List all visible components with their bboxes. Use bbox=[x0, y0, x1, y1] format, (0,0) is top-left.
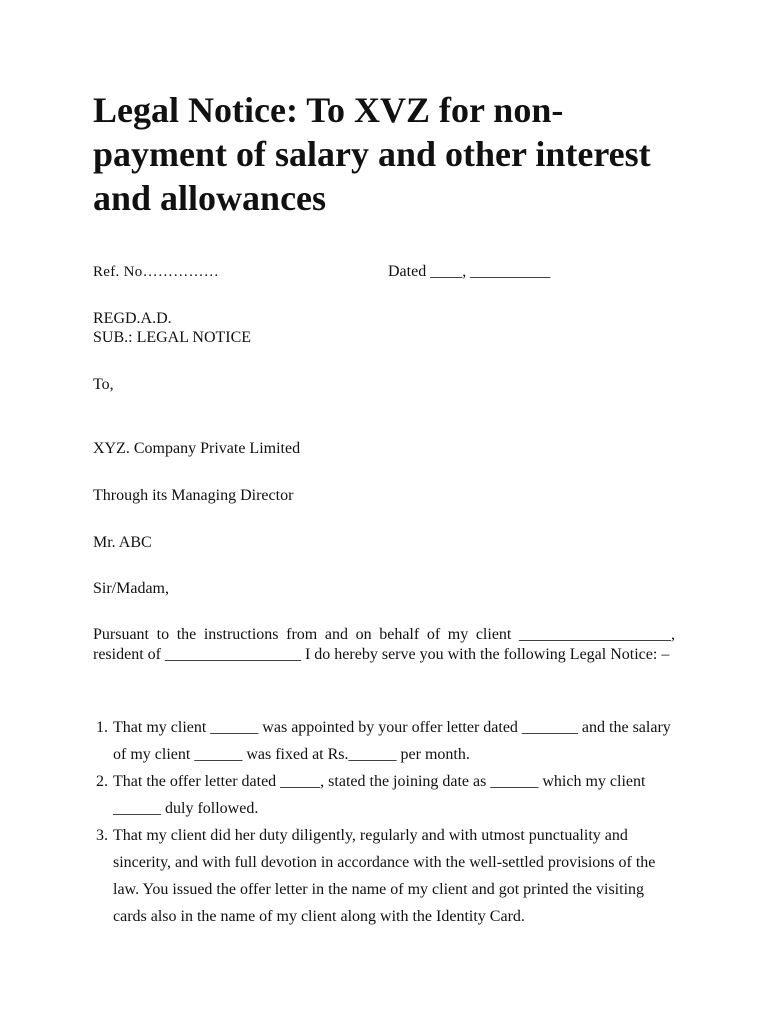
list-item-number: 3. bbox=[96, 827, 108, 844]
reference-number: Ref. No…………… bbox=[93, 264, 220, 280]
intro-paragraph: Pursuant to the instructions from and on behalf of my client ___________________, resident of _________________ I do hereby serve you with the following Legal Notice: – bbox=[93, 626, 675, 663]
list-item bbox=[93, 768, 675, 822]
list-item-number: 2. bbox=[96, 773, 108, 790]
list-item bbox=[93, 822, 675, 930]
document-title: Legal Notice: To XVZ for non-payment of salary and other interest and allowances bbox=[93, 90, 651, 218]
subject-line: SUB.: LEGAL NOTICE bbox=[93, 329, 252, 346]
registered-ad-line: REGD.A.D. bbox=[93, 310, 172, 327]
notice-points-list bbox=[93, 714, 675, 930]
to-line: To, bbox=[93, 376, 114, 393]
date-line: Dated ____, __________ bbox=[388, 263, 551, 280]
salutation: Sir/Madam, bbox=[93, 580, 169, 597]
company-name: XYZ. Company Private Limited bbox=[93, 440, 301, 457]
list-item-text: That the offer letter dated _____, stated the joining date as ______ which my client ______ duly followed. bbox=[113, 773, 646, 817]
list-item-number: 1. bbox=[96, 719, 108, 736]
list-item-text: That my client ______ was appointed by your offer letter dated _______ and the salary of my client ______ was fixed at Rs.______ per month. bbox=[113, 719, 671, 763]
list-item bbox=[93, 714, 675, 768]
addressee-name: Mr. ABC bbox=[93, 534, 152, 551]
through-line: Through its Managing Director bbox=[93, 487, 294, 504]
list-item-text: That my client did her duty diligently, regularly and with utmost punctuality and sincerity, and with full devotion in accordance with the well-settled provisions of the law. You issued the offer letter in the name of my client and got printed the visiting cards also in the name of my client along with the Identity Card. bbox=[113, 827, 656, 925]
